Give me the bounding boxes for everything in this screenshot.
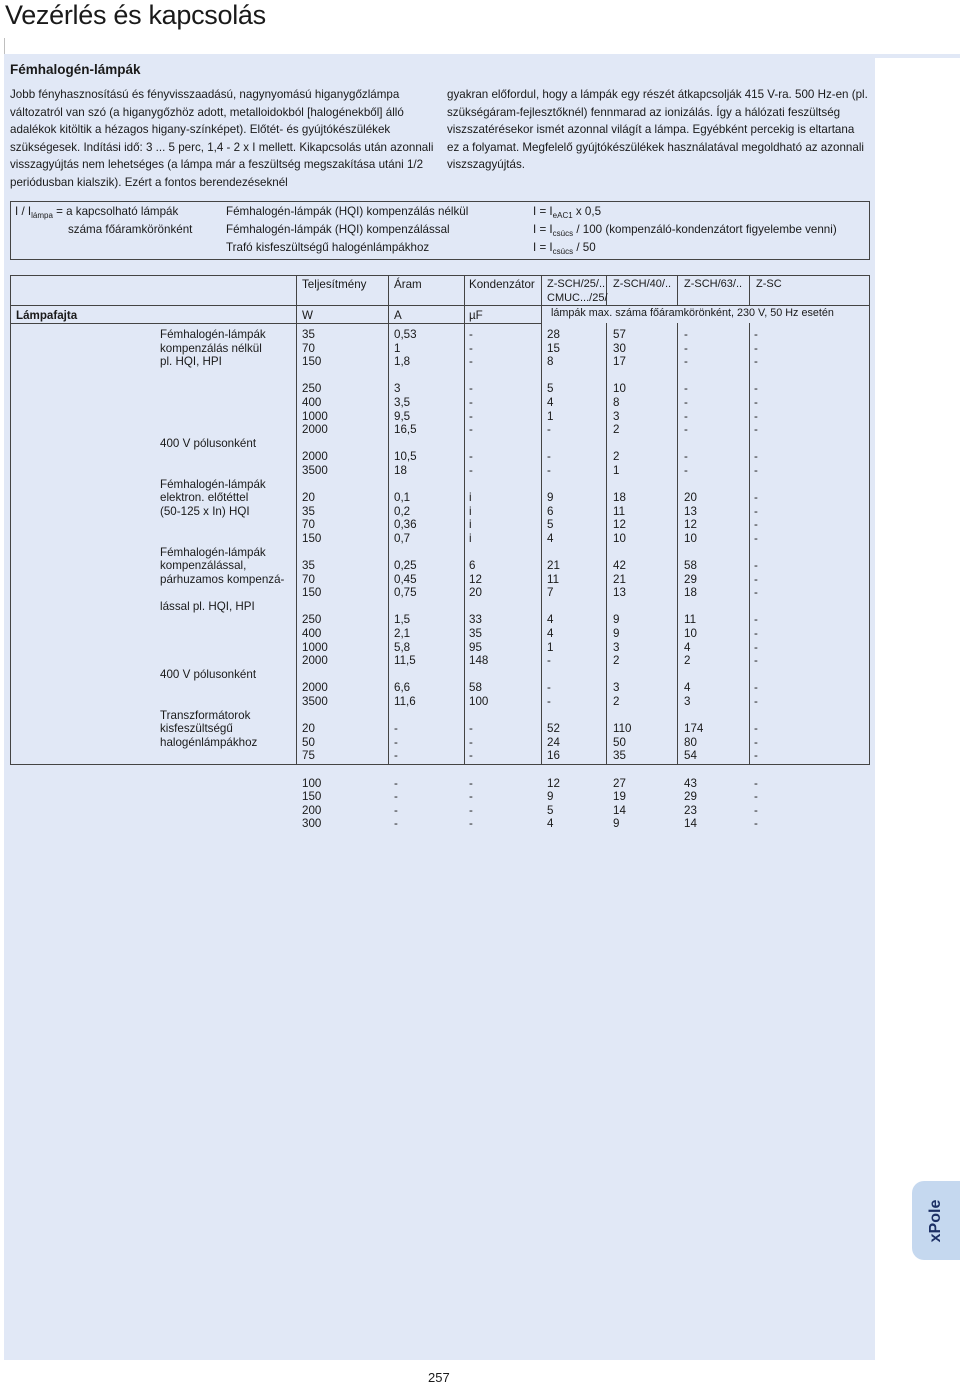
table-header-rule <box>10 305 870 306</box>
col-power: 35 70 150 250 400 1000 2000 2000 3500 20 35 70 150 35 70 150 250 400 1000 2000 2000 3500 20 50 75 100 150 200 300 <box>302 328 328 831</box>
table-divider <box>677 323 678 765</box>
col-current: 0,53 1 1,8 3 3,5 9,5 16,5 10,5 18 0,1 0,2 0,36 0,7 0,25 0,45 0,75 1,5 2,1 5,8 11,5 6,6 11,6 - - - - - - - <box>394 328 417 831</box>
xpole-logo-text: xPole <box>927 1199 944 1243</box>
section-title: Fémhalogén-lámpák <box>10 62 141 77</box>
table-divider <box>296 275 297 765</box>
header-unit-a: A <box>394 309 402 322</box>
col-zsch25: 28 15 8 5 4 1 - - - 9 6 5 4 21 11 7 4 4 1 - - - 52 24 16 12 9 5 4 <box>547 328 560 831</box>
header-zsch40: Z-SCH/40/.. <box>613 278 672 290</box>
legend-formula-1: $I = I_{eAC1}$ x 0,5 <box>533 205 602 220</box>
legend-label: $I / I_{lámpa} = a$ kapcsolható lámpák <box>15 205 179 220</box>
lamp-table <box>10 275 870 765</box>
intro-right-column: gyakran előfordul, hogy a lámpák egy részét átkapcsolják 415 V-ra. 500 Hz-en (pl. szükségáram-fejlesztőknél) fennmarad az ionizálás. Így a hálózati feszültség viszszatérésekor ismét azonnal világít a lámpa. Egyébként percekig is eltartana ez a folyamat. Megfelelő gyújtókészülékek használatával megoldható az azonnali viszszagyújtás. <box>447 88 868 171</box>
page-number: 257 <box>428 1370 450 1385</box>
table-divider <box>749 275 750 305</box>
legend-desc-3: Trafó kisfeszültségű halogénlámpákhoz <box>226 241 430 254</box>
panel-strip <box>875 54 960 58</box>
legend-desc-1: Fémhalogén-lámpák (HQI) kompenzálás nélkül <box>226 205 469 218</box>
header-zsc: Z-SC <box>756 278 782 290</box>
col-zsch40: 57 30 17 10 8 3 2 2 1 18 11 12 10 42 21 13 9 9 3 2 3 2 110 50 35 27 19 14 9 <box>613 328 632 831</box>
page-title: Vezérlés és kapcsolás <box>5 0 266 30</box>
table-header-rule <box>10 323 541 324</box>
header-capacitor: Kondenzátor <box>469 278 535 291</box>
table-divider <box>388 275 389 765</box>
table-divider <box>677 275 678 305</box>
header-cmuc: CMUC.../25/ <box>547 292 608 304</box>
header-zsch63: Z-SCH/63/.. <box>684 278 743 290</box>
legend-label-line2: száma főáramkörönként <box>68 223 193 236</box>
col-capacitor: - - - - - - - - - i i i i 6 12 20 33 35 95 148 58 100 - - - - - - - <box>469 328 489 831</box>
header-note: lámpák max. száma főáramkörönként, 230 V, 50 Hz esetén <box>551 307 834 319</box>
intro-left-column: Jobb fényhasznosítású és fényvisszaadású, nagynyomású higanygőzlámpa változatról van szó (a higanygőzhöz adott, metalloidokból [halogénekből] álló adalékok kitöltik a hézagos higany-színképet). Előtét- és gyújtókészülékek szükségesek. Indítási idő: 3 ... 5 perc, 1,4 - 2 x I mellett. Kikapcsolás után azonnali visszagyújtás nem lehetséges (a lámpa már a feszültség megszakítása utáni 1/2 periódusban kialszik). Ezért a fontos berendezéseknél <box>10 88 434 189</box>
legend-desc-2: Fémhalogén-lámpák (HQI) kompenzálással <box>226 223 450 236</box>
header-lamp-type: Lámpafajta <box>16 309 78 322</box>
table-divider <box>606 323 607 765</box>
col-zsch63: - - - - - - - - - 20 13 12 10 58 29 18 11 10 4 2 4 3 174 80 54 43 29 23 14 <box>684 328 704 831</box>
table-divider <box>464 275 465 765</box>
header-unit-w: W <box>302 309 313 322</box>
legend-formula-2: $I = I_{csúcs} / 100$ (kompenzáló-kondenzátort figyelembe venni) <box>533 223 837 238</box>
legend-formula-3: $I = I_{csúcs} / 50$ <box>533 241 596 256</box>
header-power: Teljesítmény <box>302 278 367 291</box>
col-lamp-types: Fémhalogén-lámpák kompenzálás nélkül pl. HQI, HPI 400 V pólusonként Fémhalogén-lámpák elektron. előtéttel (50-125 x In) HQI Fémhalogén-lámpák kompenzálással, párhuzamos kompenzá- lással pl. HQI, HPI 400 V pólusonként Transzformátorok kisfeszültségű halogénlámpákhoz <box>160 328 285 749</box>
header-current: Áram <box>394 278 422 291</box>
table-divider <box>541 275 542 765</box>
col-zsc: - - - - - - - - - - - - - - - - - - - - - - - - - - - - - <box>754 328 758 831</box>
table-divider <box>749 323 750 765</box>
header-unit-uf: µF <box>469 309 483 322</box>
header-zsch25: Z-SCH/25/.. <box>547 278 606 290</box>
